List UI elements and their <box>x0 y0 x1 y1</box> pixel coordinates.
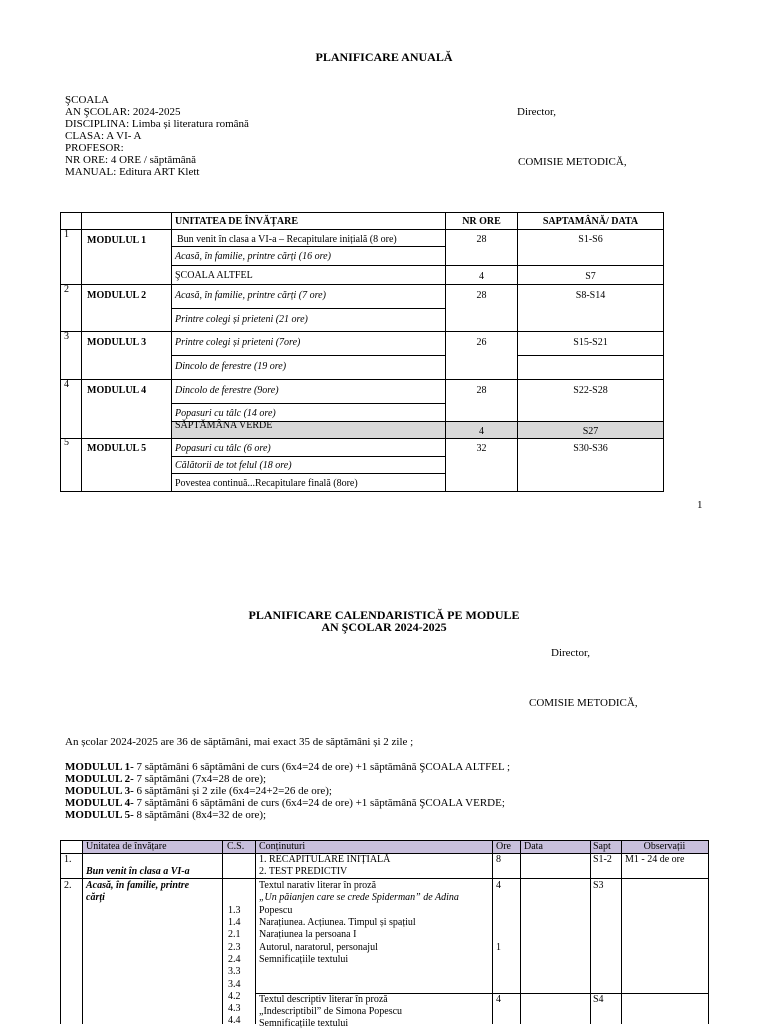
cs-code: 2.1 <box>228 929 241 940</box>
content-line: Textul narativ literar în proză <box>259 880 377 891</box>
week-cell: S3 <box>593 880 604 891</box>
school-header <box>65 94 249 178</box>
page-number: 1 <box>697 499 703 511</box>
cs-code: 3.4 <box>228 979 241 990</box>
col-header-obs: Observații <box>643 841 686 852</box>
hours-cell: 4 <box>479 271 484 282</box>
content-line: „Un păianjen care se crede Spiderman” de Adina <box>259 892 459 903</box>
comisie-label: COMISIE METODICĂ, <box>518 156 627 168</box>
module-summary-text: 8 săptămâni (8x4=32 de ore); <box>133 809 267 821</box>
header-line: DISCIPLINA: Limba și literatura română <box>65 118 249 130</box>
director-label: Director, <box>517 106 556 118</box>
unit-cell: Bun venit în clasa a VI-a <box>86 866 190 877</box>
header-unit: UNITATEA DE ÎNVĂȚARE <box>175 216 298 227</box>
header-line: MANUAL: Editura ART Klett <box>65 166 200 178</box>
hours-cell: 4 <box>496 880 501 891</box>
unit-cell-line: cărți <box>86 892 105 903</box>
module-label: MODULUL 4 <box>87 385 147 396</box>
module-summary-line <box>65 809 510 821</box>
col-header-date: Data <box>524 841 543 852</box>
header-line: ŞCOALA <box>65 94 110 106</box>
unit-text: Bun venit în clasa a VI-a – Recapitulare inițială (8 ore) <box>177 234 397 245</box>
row-number: 3 <box>64 331 69 342</box>
content-text: „Indescriptibil” de Simona Popescu <box>259 1006 403 1017</box>
intro-text: An școlar 2024-2025 are 36 de săptămâni, mai exact 35 de săptămâni și 2 zile ; <box>65 736 414 748</box>
unit-text: Călătorii de tot felul (18 ore) <box>175 460 292 471</box>
row-number: 1 <box>64 229 69 240</box>
module-label: MODULUL 5 <box>87 443 147 454</box>
hours-cell: 32 <box>476 443 487 454</box>
hours-cell: 1 <box>496 942 501 953</box>
header-weeks: SAPTAMÂNĂ/ DATA <box>542 216 639 227</box>
module-label: MODULUL 2 <box>87 290 147 301</box>
hours-cell: 26 <box>476 337 487 348</box>
module-summary-line <box>65 773 510 785</box>
unit-text: Printre colegi și prieteni (21 ore) <box>175 314 308 325</box>
hours-cell: 28 <box>476 385 487 396</box>
module-summary-line <box>65 797 510 809</box>
row-number: 5 <box>64 437 69 448</box>
weeks-cell: S22-S28 <box>573 385 608 396</box>
module-summary-text: 7 săptămâni 6 săptămâni de curs (6x4=24 de ore) +1 săptămână ŞCOALA ALTFEL ; <box>133 761 511 773</box>
header-line: CLASA: A VI- A <box>65 130 142 142</box>
hours-cell: 28 <box>476 290 487 301</box>
header-line: AN ŞCOLAR: 2024-2025 <box>65 106 181 118</box>
unit-text: Popasuri cu tâlc (6 ore) <box>175 443 271 454</box>
week-cell: S4 <box>593 994 604 1005</box>
weeks-cell: S7 <box>585 271 596 282</box>
cs-code: 4.3 <box>228 1003 241 1014</box>
weeks-cell: S8-S14 <box>575 290 606 301</box>
col-header-cs: C.S. <box>227 841 245 852</box>
weeks-cell: S30-S36 <box>573 443 608 454</box>
content-line <box>259 1006 402 1018</box>
hours-cell: 28 <box>476 234 487 245</box>
content-line: Semnificațiile textului <box>259 1018 349 1029</box>
content-line: Narațiunea. Acțiunea. Timpul și spațiul <box>259 917 416 928</box>
modules-summary <box>65 761 510 821</box>
module-summary-label: MODULUL 3- <box>65 785 134 797</box>
content-line: Semnificațiile textului <box>259 954 349 965</box>
page-title: PLANIFICARE ANUALĂ <box>315 50 453 64</box>
unit-text: Popasuri cu tâlc (14 ore) <box>175 408 276 419</box>
module-label: MODULUL 3 <box>87 337 147 348</box>
obs-cell: M1 - 24 de ore <box>625 854 685 865</box>
module-label: MODULUL 1 <box>87 235 147 246</box>
unit-text: Dincolo de ferestre (9ore) <box>175 385 279 396</box>
weeks-cell: S15-S21 <box>573 337 608 348</box>
content-line: Popescu <box>259 905 293 916</box>
unit-cell-line: Acasă, în familie, printre <box>86 880 190 891</box>
unit-text: Acasă, în familie, printre cărți (16 ore) <box>175 251 331 262</box>
unit-text: Acasă, în familie, printre cărți (7 ore) <box>175 290 326 301</box>
cs-code: 2.4 <box>228 954 241 965</box>
module-summary-line <box>65 785 510 797</box>
cs-code: 1.4 <box>228 917 241 928</box>
header-line: PROFESOR: <box>65 142 124 154</box>
hours-cell: 4 <box>496 994 501 1005</box>
content-line: 2. TEST PREDICTIV <box>259 866 348 877</box>
module-summary-label: MODULUL 5- <box>65 809 134 821</box>
header-row-bg <box>82 840 709 853</box>
module-summary-text: 6 săptămâni și 2 zile (6x4=24+2=26 de ore); <box>133 785 332 797</box>
cs-code: 3.3 <box>228 966 241 977</box>
col-header-unit: Unitatea de învățare <box>86 841 167 852</box>
content-line: Autorul, naratorul, personajul <box>259 942 378 953</box>
unit-text: ŞCOALA ALTFEL <box>175 270 253 281</box>
unit-text: SĂPTĂMÂNA VERDE <box>175 420 273 431</box>
unit-text: Printre colegi și prieteni (7ore) <box>175 337 301 348</box>
content-line: 1. RECAPITULARE INIȚIALĂ <box>259 854 391 865</box>
row-number: 2. <box>64 880 72 891</box>
col-header-hours: Ore <box>496 841 511 852</box>
calendar-title-line1: PLANIFICARE CALENDARISTICĂ PE MODULE <box>248 608 520 622</box>
module-summary-line <box>65 761 510 773</box>
hours-cell: 4 <box>479 426 484 437</box>
calendar-title-line2: AN ŞCOLAR 2024-2025 <box>321 620 447 634</box>
content-line: Textul descriptiv literar în proză <box>259 994 388 1005</box>
header-line: NR ORE: 4 ORE / săptămână <box>65 154 197 166</box>
weeks-cell: S27 <box>582 426 599 437</box>
header-hours: NR ORE <box>462 216 501 227</box>
comisie-label: COMISIE METODICĂ, <box>529 697 638 709</box>
calendar-title <box>0 609 768 633</box>
module-summary-text: 7 săptămâni 6 săptămâni de curs (6x4=24 de ore) +1 săptămână ŞCOALA VERDE; <box>133 797 505 809</box>
director-label: Director, <box>551 647 590 659</box>
cs-code: 4.4 <box>228 1015 241 1026</box>
cs-code: 4.2 <box>228 991 241 1002</box>
cs-code: 2.3 <box>228 942 241 953</box>
unit-text: Povestea continuă...Recapitulare finală (8ore) <box>175 478 358 489</box>
unit-text: Dincolo de ferestre (19 ore) <box>175 361 287 372</box>
module-summary-label: MODULUL 1- <box>65 761 134 773</box>
row-number: 4 <box>64 379 69 390</box>
module-summary-label: MODULUL 2- <box>65 773 134 785</box>
week-cell: S1-2 <box>593 854 612 865</box>
col-header-contents: Conținuturi <box>259 841 306 852</box>
weeks-cell: S1-S6 <box>578 234 603 245</box>
hours-cell: 8 <box>496 854 501 865</box>
module-summary-text: 7 săptămâni (7x4=28 de ore); <box>133 773 267 785</box>
content-line: Narațiunea la persoana I <box>259 929 357 940</box>
col-header-week: Sapt <box>593 841 611 852</box>
row-number: 1. <box>64 854 72 865</box>
module-summary-label: MODULUL 4- <box>65 797 134 809</box>
cs-code: 1.3 <box>228 905 241 916</box>
row-number: 2 <box>64 284 69 295</box>
